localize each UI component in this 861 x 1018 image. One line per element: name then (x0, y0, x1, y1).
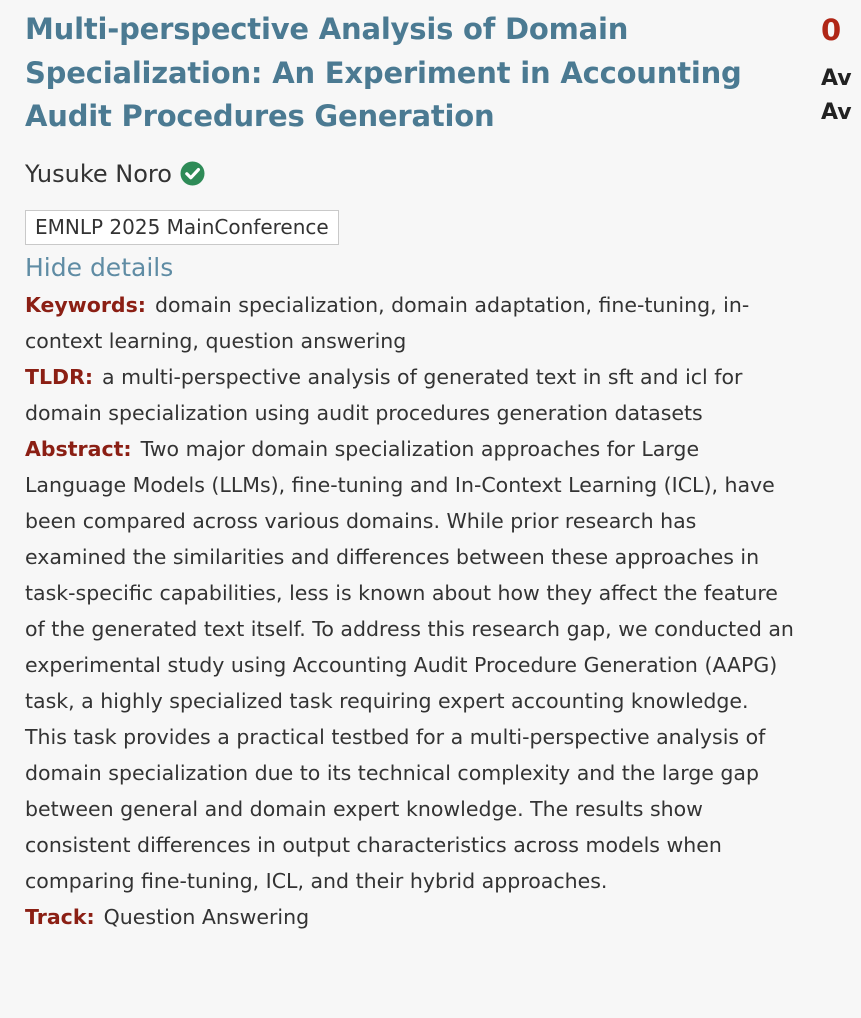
paper-entry (25, 8, 795, 935)
tldr-label: TLDR: (25, 364, 94, 389)
tldr-field (25, 359, 795, 431)
abstract-text: Two major domain specialization approaches for Large Language Models (LLMs), fine-tuning and In-Context Learning (ICL), have been compared across various domains. While prior research has examined the similarities and differences between these approaches in task-specific capabilities, less is known about how they affect the feature of the generated text itself. To address this research gap, we conducted an experimental study using Accounting Audit Procedure Generation (AAPG) task, a highly specialized task requiring expert accounting knowledge. This task provides a practical testbed for a multi-perspective analysis of domain specialization due to its technical complexity and the large gap between general and domain expert knowledge. The results show consistent differences in output characteristics across models when comparing fine-tuning, ICL, and their hybrid approaches. (25, 436, 794, 893)
venue-badge: EMNLP 2025 MainConference (25, 210, 339, 245)
hide-details-link[interactable]: Hide details (25, 252, 174, 282)
track-field (25, 899, 795, 935)
side-number: 0 (821, 13, 842, 47)
tldr-text: a multi-perspective analysis of generated text in sft and icl for domain specialization using audit procedures generation datasets (25, 364, 743, 425)
side-column (821, 10, 861, 130)
paper-title[interactable]: Multi-perspective Analysis of Domain Specialization: An Experiment in Accounting Audit Procedures Generation (25, 12, 742, 133)
side-text-2: Av (821, 100, 852, 125)
side-text-1: Av (821, 66, 852, 91)
keywords-field (25, 287, 795, 359)
abstract-field (25, 431, 795, 899)
paper-details (25, 287, 795, 935)
keywords-label: Keywords: (25, 292, 146, 317)
check-circle-icon (180, 161, 205, 186)
track-text: Question Answering (103, 904, 310, 929)
abstract-label: Abstract: (25, 436, 132, 461)
keywords-text: domain specialization, domain adaptation, fine-tuning, in-context learning, question answering (25, 292, 750, 353)
author-row (25, 159, 795, 189)
track-label: Track: (25, 904, 95, 929)
author-name[interactable]: Yusuke Noro (25, 159, 172, 188)
